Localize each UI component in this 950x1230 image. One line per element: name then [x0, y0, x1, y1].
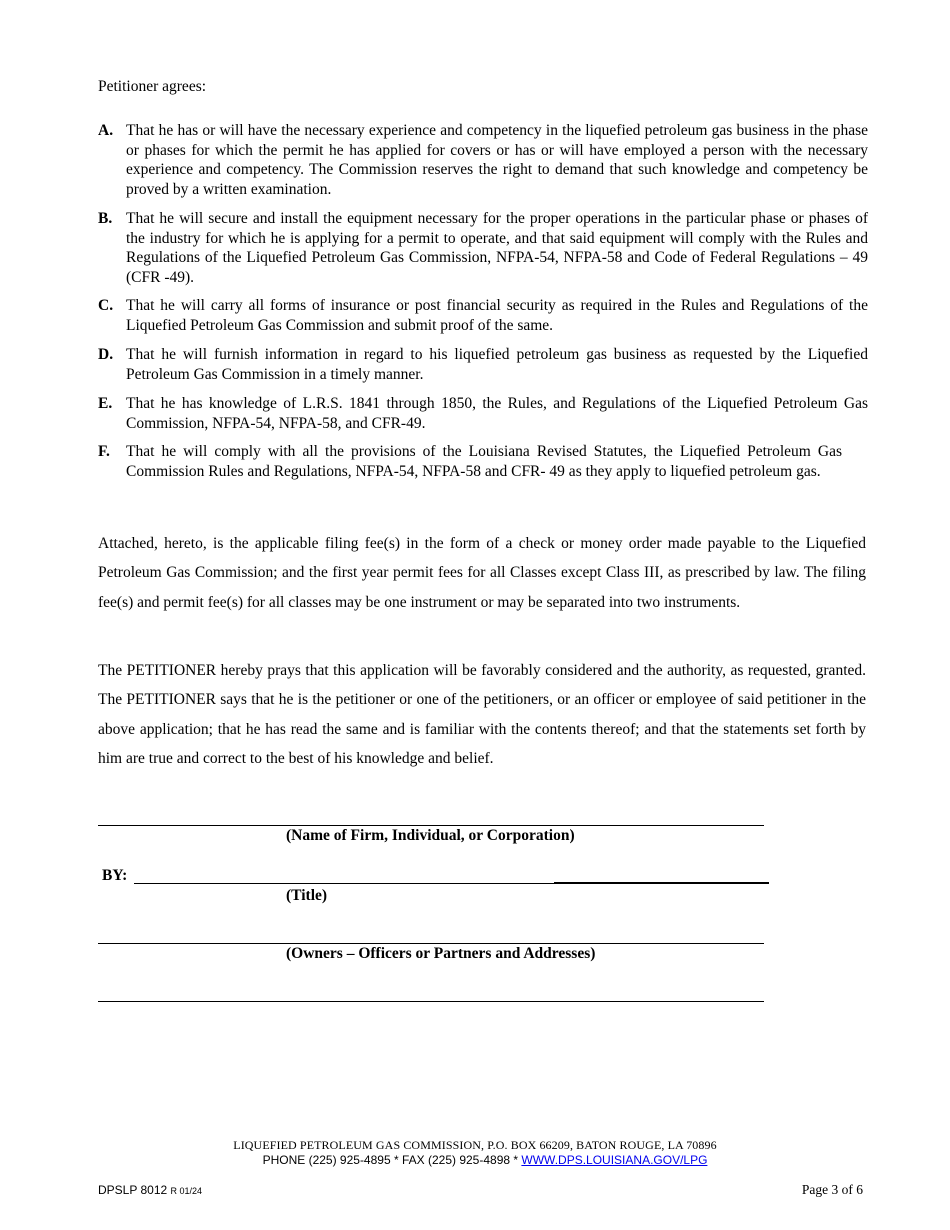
page-number: Page 3 of 6 — [801, 1182, 863, 1197]
website-link[interactable]: WWW.DPS.LOUISIANA.GOV/LPG — [521, 1153, 708, 1167]
agreement-item-c — [98, 296, 868, 335]
agreement-item-e — [98, 394, 868, 433]
item-text: That he will furnish information in regard to his liquefied petroleum gas business as requested by the Liquefied Petroleum Gas Commission in a timely manner. — [126, 346, 868, 383]
item-text: That he will carry all forms of insurance or post financial security as required in the Rules and Regulations of the Liquefied Petroleum Gas Commission and submit proof of the same. — [126, 297, 868, 334]
item-text: That he will comply with all the provisions of the Louisiana Revised Statutes, the Liquefied Petroleum Gas Commission Rules and Regulations, NFPA-54, NFPA-58 and CFR- 49 as they apply to liquefied petroleum gas. — [126, 443, 842, 480]
agreement-item-a — [98, 121, 868, 199]
form-revision: R 01/24 — [170, 1186, 203, 1196]
form-code: DPSLP 8012 — [98, 1183, 168, 1197]
firm-name-caption: (Name of Firm, Individual, or Corporation) — [286, 827, 575, 844]
item-text: That he will secure and install the equipment necessary for the proper operations in the particular phase or phases of the industry for which he is applying for a permit to operate, and that said equipment will comply with the Rules and Regulations of the Liquefied Petroleum Gas Commission, NFPA-54, NFPA-58 and Code of Federal Regulations – 49 (CFR -49). — [126, 210, 868, 286]
agreement-item-f — [98, 442, 868, 481]
owners-line[interactable] — [98, 943, 764, 944]
addresses-line[interactable] — [98, 1001, 764, 1002]
item-letter: E. — [98, 395, 113, 412]
item-text: That he has or will have the necessary experience and competency in the liquefied petroleum gas business in the phase or phases for which the permit he has applied for covers or has or will have employed a person with the necessary experience and competency. The Commission reserves the right to demand that such knowledge and competency be proved by a written examination. — [126, 122, 868, 198]
filing-fee-paragraph: Attached, hereto, is the applicable filing fee(s) in the form of a check or money order made payable to the Liquefied Petroleum Gas Commission; and the first year permit fees for all Classes except Class III, as prescribed by law. The filing fee(s) and permit fee(s) for all classes may be one instrument or may be separated into two instruments. — [98, 535, 866, 611]
by-signature-line[interactable] — [134, 883, 554, 884]
by-signature-line-extension — [554, 882, 769, 884]
by-label: BY: — [102, 867, 128, 884]
item-letter: C. — [98, 297, 114, 314]
owners-caption: (Owners – Officers or Partners and Addresses) — [286, 945, 596, 962]
title-caption: (Title) — [286, 887, 328, 904]
commission-contact — [0, 1153, 950, 1167]
item-letter: A. — [98, 122, 114, 139]
item-letter: F. — [98, 443, 110, 460]
agreement-item-b — [98, 209, 868, 287]
agreement-item-d — [98, 345, 868, 384]
firm-name-line[interactable] — [98, 825, 764, 826]
petitioner-prayer-paragraph: The PETITIONER hereby prays that this application will be favorably considered and the authority, as requested, granted. The PETITIONER says that he is the petitioner or one of the petitioners, or an officer or employee of said petitioner in the above application; that he has read the same and is familiar with the contents thereof; and that the statements set forth by him are true and correct to the best of his knowledge and belief. — [98, 662, 866, 767]
item-text: That he has knowledge of L.R.S. 1841 through 1850, the Rules, and Regulations of the Liquefied Petroleum Gas Commission, NFPA-54, NFPA-58, and CFR-49. — [126, 395, 868, 432]
item-letter: D. — [98, 346, 114, 363]
commission-address: LIQUEFIED PETROLEUM GAS COMMISSION, P.O. BOX 66209, BATON ROUGE, LA 70896 — [233, 1138, 717, 1152]
intro-text: Petitioner agrees: — [98, 78, 207, 95]
item-letter: B. — [98, 210, 113, 227]
contact-phone-fax: PHONE (225) 925-4895 * FAX (225) 925-4898 * — [262, 1153, 519, 1167]
form-number — [98, 1183, 202, 1197]
